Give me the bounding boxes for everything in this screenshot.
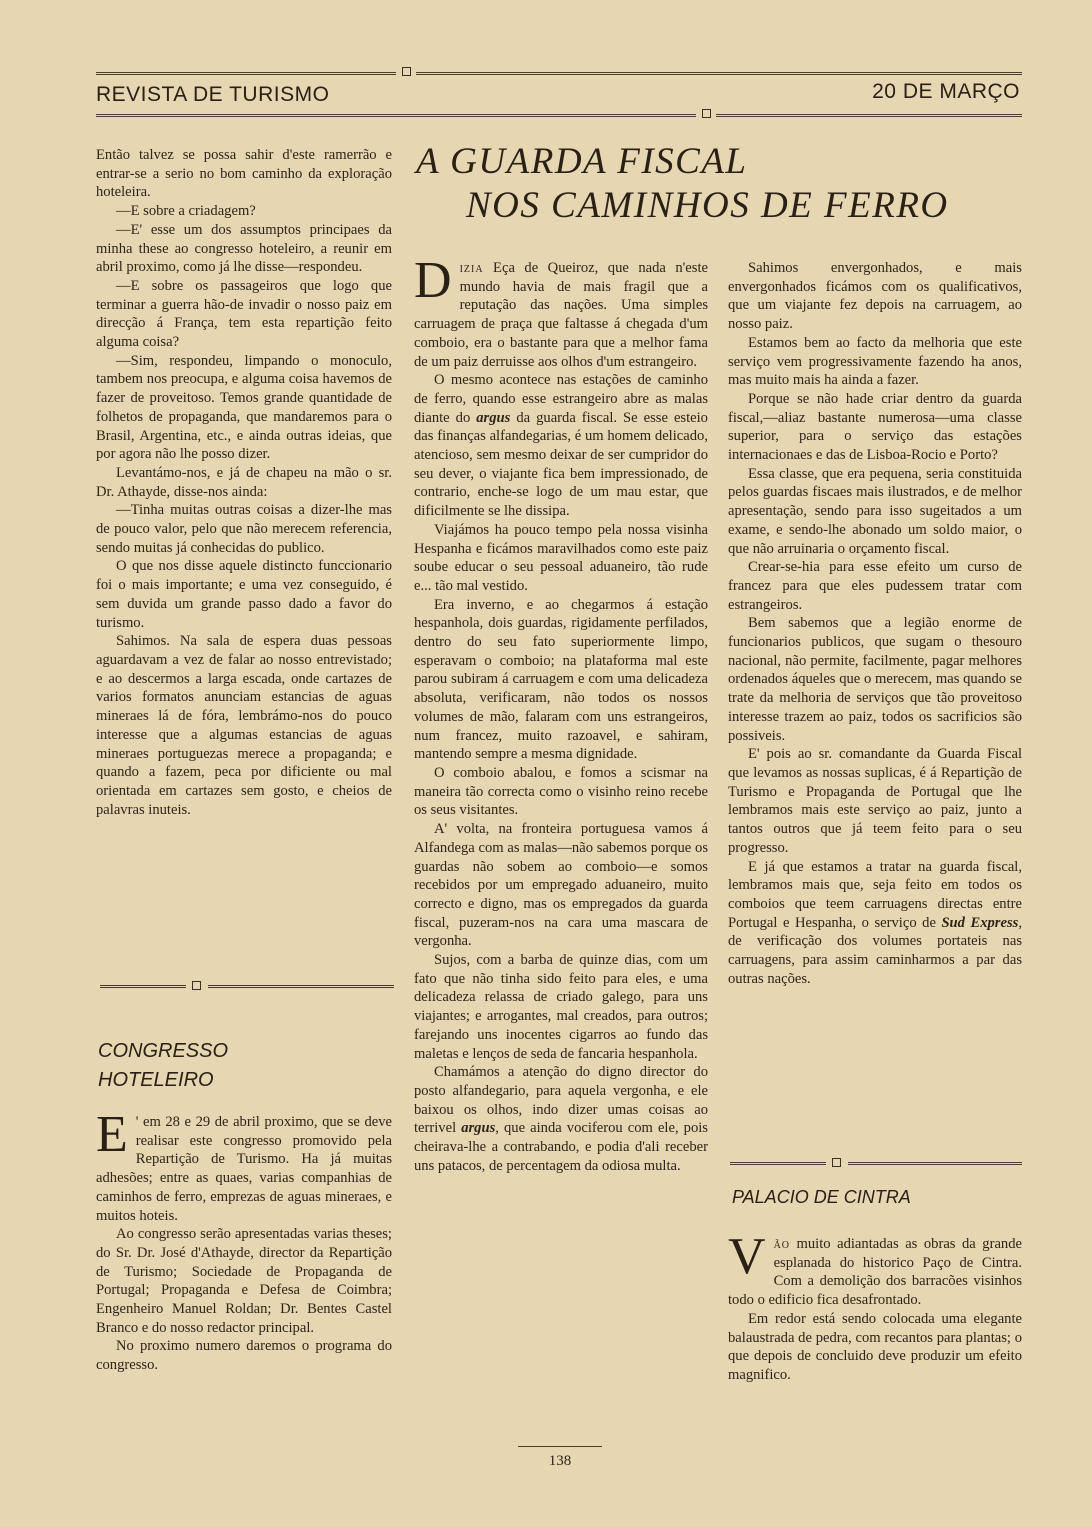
running-header-left: REVISTA DE TURISMO <box>96 83 330 106</box>
paragraph <box>728 1228 1022 1310</box>
running-header-right: 20 DE MARÇO <box>872 80 1020 103</box>
lead-small-caps: ão <box>773 1236 791 1252</box>
paragraph: O comboio abalou, e fomos a scismar na maneira tão correcta como o visinho reino recebe os seus visitantes. <box>414 764 708 819</box>
header-rule-bottom-right <box>716 114 1022 117</box>
lead-text: ' em 28 e 29 de abril proximo, que se deve realisar este congresso promovido pela Repartição de Turismo. Ha já muitas adhesões; entre as quaes, varias companhias de caminhos de ferro, emprezas de aguas mineraes, e muitos hoteis. <box>96 1114 392 1224</box>
paragraph: Então talvez se possa sahir d'este ramerrão e entrar-se a serio no bom caminho da exploração hoteleira. <box>96 147 392 201</box>
drop-cap: D <box>414 252 452 309</box>
paragraph <box>728 858 1022 989</box>
lead-text: muito adiantadas as obras da grande esplanada do historico Paço de Cintra. Com a demolição dos barracões visinhos todo o edificio fica desafrontado. <box>728 1236 1022 1309</box>
article-title-line-1: A GUARDA FISCAL <box>416 141 748 182</box>
text-run: E já que estamos a tratar na guarda fiscal, lembramos mais que, seja feito em todos os comboios que teem carruagens directas entre Portugal e Hespanha, o serviço de <box>728 858 1022 931</box>
paragraph <box>96 1106 392 1225</box>
header-ornament-bottom <box>702 109 711 118</box>
paragraph: Levantámo-nos, e já de chapeu na mão o sr. Dr. Athayde, disse-nos ainda: <box>96 464 392 500</box>
column-3 <box>728 259 1022 988</box>
paragraph: A' volta, na fronteira portuguesa vamos á Alfandega com as malas—não sabemos porque os guardas não sobem ao comboio—e somos recebidos por um empregado aduaneiro, muito correcto e digno, mas os empregados da guarda fiscal, puzeram-nos na cara uma mascara de vergonha. <box>414 821 708 950</box>
footer-rule <box>518 1446 602 1447</box>
column-2 <box>414 252 708 1175</box>
paragraph: No proximo numero daremos o programa do congresso. <box>96 1338 392 1374</box>
cintra-body <box>728 1228 1022 1385</box>
paragraph: Estamos bem ao facto da melhoria que este serviço vem progressivamente fazendo ha anos, mas muito mais ha ainda a fazer. <box>728 334 1022 389</box>
paragraph: Era inverno, e ao chegarmos á estação hespanhola, dois guardas, rigidamente perfilados, dentro do seu fato superiormente limpo, esperavam o comboio; na plataforma mal este parou subiram á carruagem e com uma delicadeza absoluta, verificaram, não todos os nossos volumes de mão, falaram com uns estrangeiros, num francez, muito razoavel, e sahiram, mantendo sempre a mesma dignidade. <box>414 596 708 763</box>
section-ornament <box>832 1158 841 1167</box>
column-1-continuation <box>96 146 392 819</box>
paragraph: Sujos, com a barba de quinze dias, com um fato que não tinha sido feito para eles, e uma delicadeza relassa de criado galego, para uns viajantes; e arrogantes, mal creados, para outros; farejando uns inocentes cigarros ao fundo das maletas e lenços de seda de fancaria hespanhola. <box>414 952 708 1062</box>
paragraph <box>414 252 708 371</box>
paragraph: Porque se não hade criar dentro da guarda fiscal,—aliaz bastante numerosa—uma classe superior, para o serviço das estações internacionaes e das de Lisboa-Rocio e Porto? <box>728 390 1022 464</box>
page-number: 138 <box>548 1453 572 1469</box>
congresso-title-line-1: CONGRESSO <box>98 1040 229 1062</box>
text-run: da guarda fiscal. Se esse esteio das finanças alfandegarias, é um homem delicado, atencioso, sem mesmo deixar de ser cumpridor do seu dever, o viajante fica bem impressionado, de contrario, enche-se logo de um mau estar, que dificilmente se lhe dissipa. <box>414 409 708 520</box>
section-divider-left <box>730 1162 826 1165</box>
paragraph: Bem sabemos que a legião enorme de funcionarios publicos, que sugam o thesouro nacional, não permite, facilmente, pagar melhores ordenados áqueles que o merecem, mas quando se trate da melhoria de serviços que tão proveitoso interesse trazem ao paiz, todos os sacrificios são possiveis. <box>728 615 1022 744</box>
congresso-body <box>96 1106 392 1375</box>
paragraph: Ao congresso serão apresentadas varias theses; do Sr. Dr. José d'Athayde, director da Repartição de Turismo; Sociedade de Propaganda de Portugal; Propaganda e Defesa de Coimbra; Engenheiro Manuel Roldan; Dr. Bentes Castel Branco e do nosso redactor principal. <box>96 1226 392 1336</box>
paragraph <box>414 371 708 521</box>
emphasis-argus: argus <box>476 409 511 426</box>
paragraph: Essa classe, que era pequena, seria constituida pelos guardas fiscaes mais ilustrados, e de melhor apresentação, sendo para isso sugeitados a um exame, e sendo-lhe abonado um soldo maior, o que não arruinaria o orçamento fiscal. <box>728 465 1022 557</box>
paragraph: Em redor está sendo colocada uma elegante balaustrada de pedra, com recantos para plantas; o que depois de concluido deve produzir um efeito magnifico. <box>728 1310 1022 1383</box>
section-divider-right <box>848 1162 1022 1165</box>
paragraph <box>414 1063 708 1175</box>
lead-text: Eça de Queiroz, que nada n'este mundo havia de mais fragil que a reputação das nações. Uma simples carruagem de praça que faltasse á chegada d'um comboio, era o bastante para que a melhor fama de um paiz derruisse aos olhos d'um estrangeiro. <box>414 260 708 370</box>
paragraph: O que nos disse aquele distincto funccionario foi o mais importante; e uma vez conseguido, é sem duvida um grande passo dado a favor do turismo. <box>96 558 392 631</box>
text-run: , de verificação dos volumes portateis nas carruagens, para assim caminharmos a par das outras nações. <box>728 914 1022 987</box>
paragraph: —E sobre os passageiros que logo que terminar a guerra hão-de invadir o nosso paiz em direcção á França, tem esta repartição feito alguma coisa? <box>96 277 392 351</box>
paragraph: Viajámos ha pouco tempo pela nossa visinha Hespanha e ficámos maravilhados como este paiz soube educar o seu pessoal aduaneiro, tão rude e... tão mal vestido. <box>414 521 708 594</box>
drop-cap: E <box>96 1106 128 1163</box>
drop-cap: V <box>728 1228 766 1285</box>
section-ornament <box>192 981 201 990</box>
header-rule-bottom-left <box>96 114 696 117</box>
paragraph: —Sim, respondeu, limpando o monoculo, tambem nos preocupa, e alguma coisa havemos de fazer de proveitoso. Temos grande quantidade de folhetos de propaganda, que mandaremos para o Brasil, Argentina, etc., e ainda outras ideias, que por agora não lhe posso dizer. <box>96 352 392 463</box>
section-divider-left <box>100 985 186 988</box>
article-title <box>416 140 1026 228</box>
text-run: O mesmo acontece nas estações de caminho de ferro, quando esse estrangeiro abre as malas diante do <box>414 372 708 426</box>
section-divider-right <box>208 985 394 988</box>
lead-small-caps: izia <box>459 260 484 276</box>
paragraph: —E' esse um dos assumptos principaes da minha these ao congresso hoteleiro, a reunir em abril proximo, como já lhe disse—respondeu. <box>96 221 392 276</box>
emphasis-sud-express: Sud Express <box>941 914 1019 931</box>
paragraph: —Tinha muitas outras coisas a dizer-lhe mas de pouco valor, pelo que não merecem referencia, sendo muitas já conhecidas do publico. <box>96 502 392 556</box>
paragraph: —E sobre a criadagem? <box>116 203 256 220</box>
paragraph: Sahimos. Na sala de espera duas pessoas aguardavam a vez de falar ao nosso entrevistado; e ao descermos a larga escada, onde cartazes de varios formatos anunciam estancias de aguas mineraes lá de fóra, lembrámo-nos do pouco interesse que a algumas estancias de aguas mineraes portuguezas merece a propaganda; e quando a fazem, peca por dificiente ou mal orientada em cartazes sem gosto, e cheios de palavras inuteis. <box>96 633 392 818</box>
congresso-title <box>98 1037 228 1095</box>
text-run: Chamámos a atenção do digno director do posto alfandegario, para aquela vergonha, e ele baixou os olhos, indo dizer umas coisas ao terrivel <box>414 1064 708 1137</box>
paragraph: E' pois ao sr. comandante da Guarda Fiscal que levamos as nossas suplicas, é á Repartição de Turismo e Propaganda de Portugal que lhe lembramos mais este serviço ao paiz, junto a tantos outros que já teem feito para o seu progresso. <box>728 746 1022 856</box>
congresso-title-line-2: HOTELEIRO <box>98 1069 214 1091</box>
emphasis-argus: argus <box>461 1120 496 1137</box>
article-title-line-2: NOS CAMINHOS DE FERRO <box>466 185 949 226</box>
text-run: , que ainda vociferou com ele, pois cheirava-lhe a contrabando, e podia d'ali receber uns patacos, de percentagem da odiosa multa. <box>414 1120 708 1174</box>
paragraph: Sahimos envergonhados, e mais envergonhados ficámos com os qualificativos, que um viajante fez depois na carruagem, ao nosso paiz. <box>728 260 1022 333</box>
paragraph: Crear-se-hia para esse efeito um curso de francez para que eles pudessem tratar com estrangeiros. <box>728 559 1022 613</box>
header-rule-top-right <box>416 72 1022 75</box>
header-ornament-top <box>402 67 411 76</box>
header-rule-top-left <box>96 72 396 75</box>
cintra-title: PALACIO DE CINTRA <box>732 1187 911 1207</box>
